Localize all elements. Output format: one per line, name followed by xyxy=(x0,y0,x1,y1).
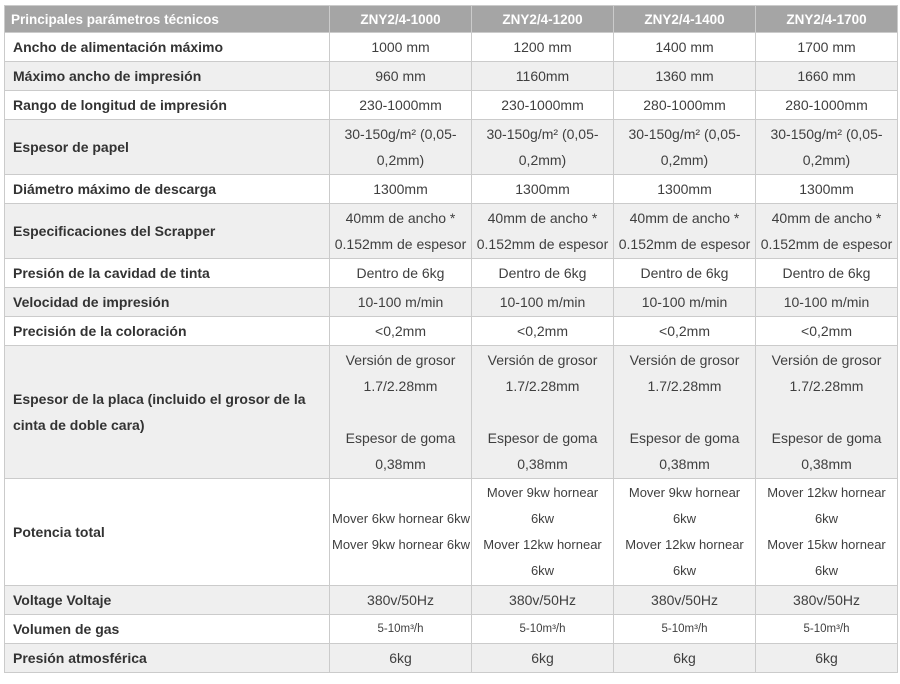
parameter-label: Presión atmosférica xyxy=(5,644,330,673)
value-cell xyxy=(330,175,472,204)
value-line: 1300mm xyxy=(657,181,712,197)
value-cell xyxy=(756,615,898,644)
table-row xyxy=(5,175,898,204)
value-line: 280-1000mm xyxy=(785,97,868,113)
value-line: Espesor de goma xyxy=(629,430,740,446)
value-cell xyxy=(756,120,898,175)
value-line: 1200 mm xyxy=(513,39,572,55)
value-cell xyxy=(472,120,614,175)
table-title: Principales parámetros técnicos xyxy=(5,6,330,33)
value-line: Mover 15kw hornear xyxy=(767,537,886,552)
value-line: 0.152mm de espesor xyxy=(760,236,893,252)
value-line: 6kg xyxy=(815,650,838,666)
value-line: 1300mm xyxy=(515,181,570,197)
value-cell xyxy=(614,175,756,204)
table-row xyxy=(5,615,898,644)
value-cell xyxy=(756,259,898,288)
value-line: 0,38mm xyxy=(517,456,568,472)
value-line: 0,2mm) xyxy=(518,152,567,168)
table-row xyxy=(5,288,898,317)
value-cell xyxy=(472,644,614,673)
value-line: 0,38mm xyxy=(801,456,852,472)
value-line: Dentro de 6kg xyxy=(356,265,445,281)
value-cell xyxy=(330,33,472,62)
value-line: Versión de grosor xyxy=(487,352,598,368)
value-cell xyxy=(614,615,756,644)
value-line: 230-1000mm xyxy=(501,97,584,113)
table-row xyxy=(5,586,898,615)
value-line xyxy=(332,399,469,425)
value-cell xyxy=(330,479,472,586)
value-cell xyxy=(330,346,472,479)
value-line: 10-100 m/min xyxy=(357,294,444,310)
value-line: Dentro de 6kg xyxy=(640,265,729,281)
value-cell xyxy=(472,586,614,615)
value-cell xyxy=(472,615,614,644)
value-line xyxy=(474,399,611,425)
value-cell xyxy=(330,615,472,644)
value-cell xyxy=(472,317,614,346)
table-row xyxy=(5,62,898,91)
value-line: Versión de grosor xyxy=(629,352,740,368)
parameter-label: Máximo ancho de impresión xyxy=(5,62,330,91)
value-line: 1660 mm xyxy=(797,68,856,84)
parameter-label: Potencia total xyxy=(5,479,330,586)
value-line: Mover 9kw hornear xyxy=(486,485,599,500)
value-cell xyxy=(330,586,472,615)
value-cell xyxy=(472,259,614,288)
table-row xyxy=(5,346,898,479)
value-line: Espesor de goma xyxy=(345,430,456,446)
value-line: <0,2mm xyxy=(375,323,426,339)
value-cell xyxy=(330,644,472,673)
value-line: Versión de grosor xyxy=(345,352,456,368)
table-row xyxy=(5,33,898,62)
value-line: 1160mm xyxy=(515,68,570,84)
value-line: 30-150g/m² (0,05- xyxy=(628,126,741,142)
value-cell xyxy=(614,62,756,91)
value-line: 230-1000mm xyxy=(359,97,442,113)
value-line: 6kg xyxy=(673,650,696,666)
table-row xyxy=(5,644,898,673)
model-column-header: ZNY2/4-1700 xyxy=(756,6,898,33)
parameter-label: Velocidad de impresión xyxy=(5,288,330,317)
value-cell xyxy=(614,479,756,586)
value-cell xyxy=(472,479,614,586)
value-line: <0,2mm xyxy=(517,323,568,339)
value-cell xyxy=(614,120,756,175)
value-line: 6kw xyxy=(672,511,697,526)
value-line: 5-10m³/h xyxy=(661,623,708,635)
value-cell xyxy=(756,33,898,62)
model-column-header: ZNY2/4-1200 xyxy=(472,6,614,33)
value-line: <0,2mm xyxy=(801,323,852,339)
value-line: 1.7/2.28mm xyxy=(647,378,722,394)
value-cell xyxy=(614,259,756,288)
parameter-label: Ancho de alimentación máximo xyxy=(5,33,330,62)
value-cell xyxy=(330,204,472,259)
value-line: 6kw xyxy=(530,563,555,578)
value-line: Mover 9kw hornear xyxy=(628,485,741,500)
value-cell xyxy=(756,479,898,586)
value-line: 30-150g/m² (0,05- xyxy=(486,126,599,142)
value-cell xyxy=(756,586,898,615)
parameter-label: Presión de la cavidad de tinta xyxy=(5,259,330,288)
parameter-label: Espesor de la placa (incluido el grosor de la cinta de doble cara) xyxy=(5,346,330,479)
value-line: 1300mm xyxy=(799,181,854,197)
value-line: 1700 mm xyxy=(797,39,856,55)
value-line: 1.7/2.28mm xyxy=(789,378,864,394)
model-column-header: ZNY2/4-1000 xyxy=(330,6,472,33)
value-line: 40mm de ancho * xyxy=(771,210,882,226)
value-cell xyxy=(472,288,614,317)
value-line: 6kw xyxy=(814,511,839,526)
value-line xyxy=(758,399,895,425)
value-line: Mover 12kw hornear xyxy=(483,537,602,552)
value-line: Dentro de 6kg xyxy=(498,265,587,281)
value-line: Mover 12kw hornear xyxy=(625,537,744,552)
value-line: 10-100 m/min xyxy=(641,294,728,310)
value-cell xyxy=(330,317,472,346)
value-line: 6kw xyxy=(530,511,555,526)
value-line: 10-100 m/min xyxy=(783,294,870,310)
table-row xyxy=(5,479,898,586)
parameter-label: Voltage Voltaje xyxy=(5,586,330,615)
value-cell xyxy=(614,288,756,317)
value-line: 1000 mm xyxy=(371,39,430,55)
value-cell xyxy=(330,120,472,175)
value-line: 40mm de ancho * xyxy=(629,210,740,226)
value-cell xyxy=(614,317,756,346)
value-line: 1.7/2.28mm xyxy=(505,378,580,394)
table-row xyxy=(5,204,898,259)
model-column-header: ZNY2/4-1400 xyxy=(614,6,756,33)
value-cell xyxy=(330,62,472,91)
value-line: 40mm de ancho * xyxy=(345,210,456,226)
value-line: 5-10m³/h xyxy=(519,623,566,635)
value-cell xyxy=(472,91,614,120)
value-line: 380v/50Hz xyxy=(651,592,718,608)
value-line: 280-1000mm xyxy=(643,97,726,113)
value-line: Mover 12kw hornear xyxy=(767,485,886,500)
value-line: 30-150g/m² (0,05- xyxy=(344,126,457,142)
value-line: 0.152mm de espesor xyxy=(618,236,751,252)
parameter-label: Rango de longitud de impresión xyxy=(5,91,330,120)
value-line: 30-150g/m² (0,05- xyxy=(770,126,883,142)
value-line: 6kw xyxy=(672,563,697,578)
value-line xyxy=(616,399,753,425)
value-cell xyxy=(614,346,756,479)
value-line: Espesor de goma xyxy=(771,430,882,446)
value-line: 1300mm xyxy=(373,181,428,197)
value-line: 380v/50Hz xyxy=(509,592,576,608)
value-line: 0,2mm) xyxy=(802,152,851,168)
value-cell xyxy=(756,91,898,120)
value-cell xyxy=(756,346,898,479)
value-cell xyxy=(472,62,614,91)
value-line: <0,2mm xyxy=(659,323,710,339)
value-line: 0,38mm xyxy=(375,456,426,472)
value-cell xyxy=(330,288,472,317)
value-line: 40mm de ancho * xyxy=(487,210,598,226)
value-line: Mover 9kw hornear 6kw xyxy=(332,537,470,552)
table-row xyxy=(5,259,898,288)
value-cell xyxy=(614,91,756,120)
value-line: 0,38mm xyxy=(659,456,710,472)
value-line: 960 mm xyxy=(375,68,426,84)
parameter-label: Diámetro máximo de descarga xyxy=(5,175,330,204)
value-line: 6kw xyxy=(814,563,839,578)
value-line: 1.7/2.28mm xyxy=(363,378,438,394)
table-row xyxy=(5,91,898,120)
value-cell xyxy=(330,91,472,120)
value-cell xyxy=(614,33,756,62)
value-cell xyxy=(756,317,898,346)
table-body xyxy=(5,33,898,673)
value-cell xyxy=(472,175,614,204)
value-line: 5-10m³/h xyxy=(803,623,850,635)
header-row xyxy=(5,6,898,33)
value-line: Espesor de goma xyxy=(487,430,598,446)
value-line: 380v/50Hz xyxy=(367,592,434,608)
value-cell xyxy=(756,288,898,317)
table-row xyxy=(5,317,898,346)
table-row xyxy=(5,120,898,175)
parameter-label: Especificaciones del Scrapper xyxy=(5,204,330,259)
value-cell xyxy=(614,204,756,259)
value-line: Versión de grosor xyxy=(771,352,882,368)
value-line: 1400 mm xyxy=(655,39,714,55)
parameter-label: Precisión de la coloración xyxy=(5,317,330,346)
value-cell xyxy=(472,33,614,62)
value-line: 380v/50Hz xyxy=(793,592,860,608)
parameter-label: Espesor de papel xyxy=(5,120,330,175)
value-line: 0.152mm de espesor xyxy=(334,236,467,252)
value-line: 1360 mm xyxy=(655,68,714,84)
value-cell xyxy=(330,259,472,288)
value-cell xyxy=(756,644,898,673)
value-line: 10-100 m/min xyxy=(499,294,586,310)
value-line: 0,2mm) xyxy=(376,152,425,168)
value-cell xyxy=(756,175,898,204)
value-line: 6kg xyxy=(389,650,412,666)
value-line: 0.152mm de espesor xyxy=(476,236,609,252)
value-cell xyxy=(756,62,898,91)
value-line: 5-10m³/h xyxy=(377,623,424,635)
value-line: Dentro de 6kg xyxy=(782,265,871,281)
value-cell xyxy=(614,644,756,673)
value-line: 6kg xyxy=(531,650,554,666)
value-cell xyxy=(756,204,898,259)
value-cell xyxy=(614,586,756,615)
value-line: 0,2mm) xyxy=(660,152,709,168)
value-cell xyxy=(472,346,614,479)
value-line: Mover 6kw hornear 6kw xyxy=(332,511,470,526)
technical-specs-table xyxy=(4,5,898,673)
parameter-label: Volumen de gas xyxy=(5,615,330,644)
value-cell xyxy=(472,204,614,259)
